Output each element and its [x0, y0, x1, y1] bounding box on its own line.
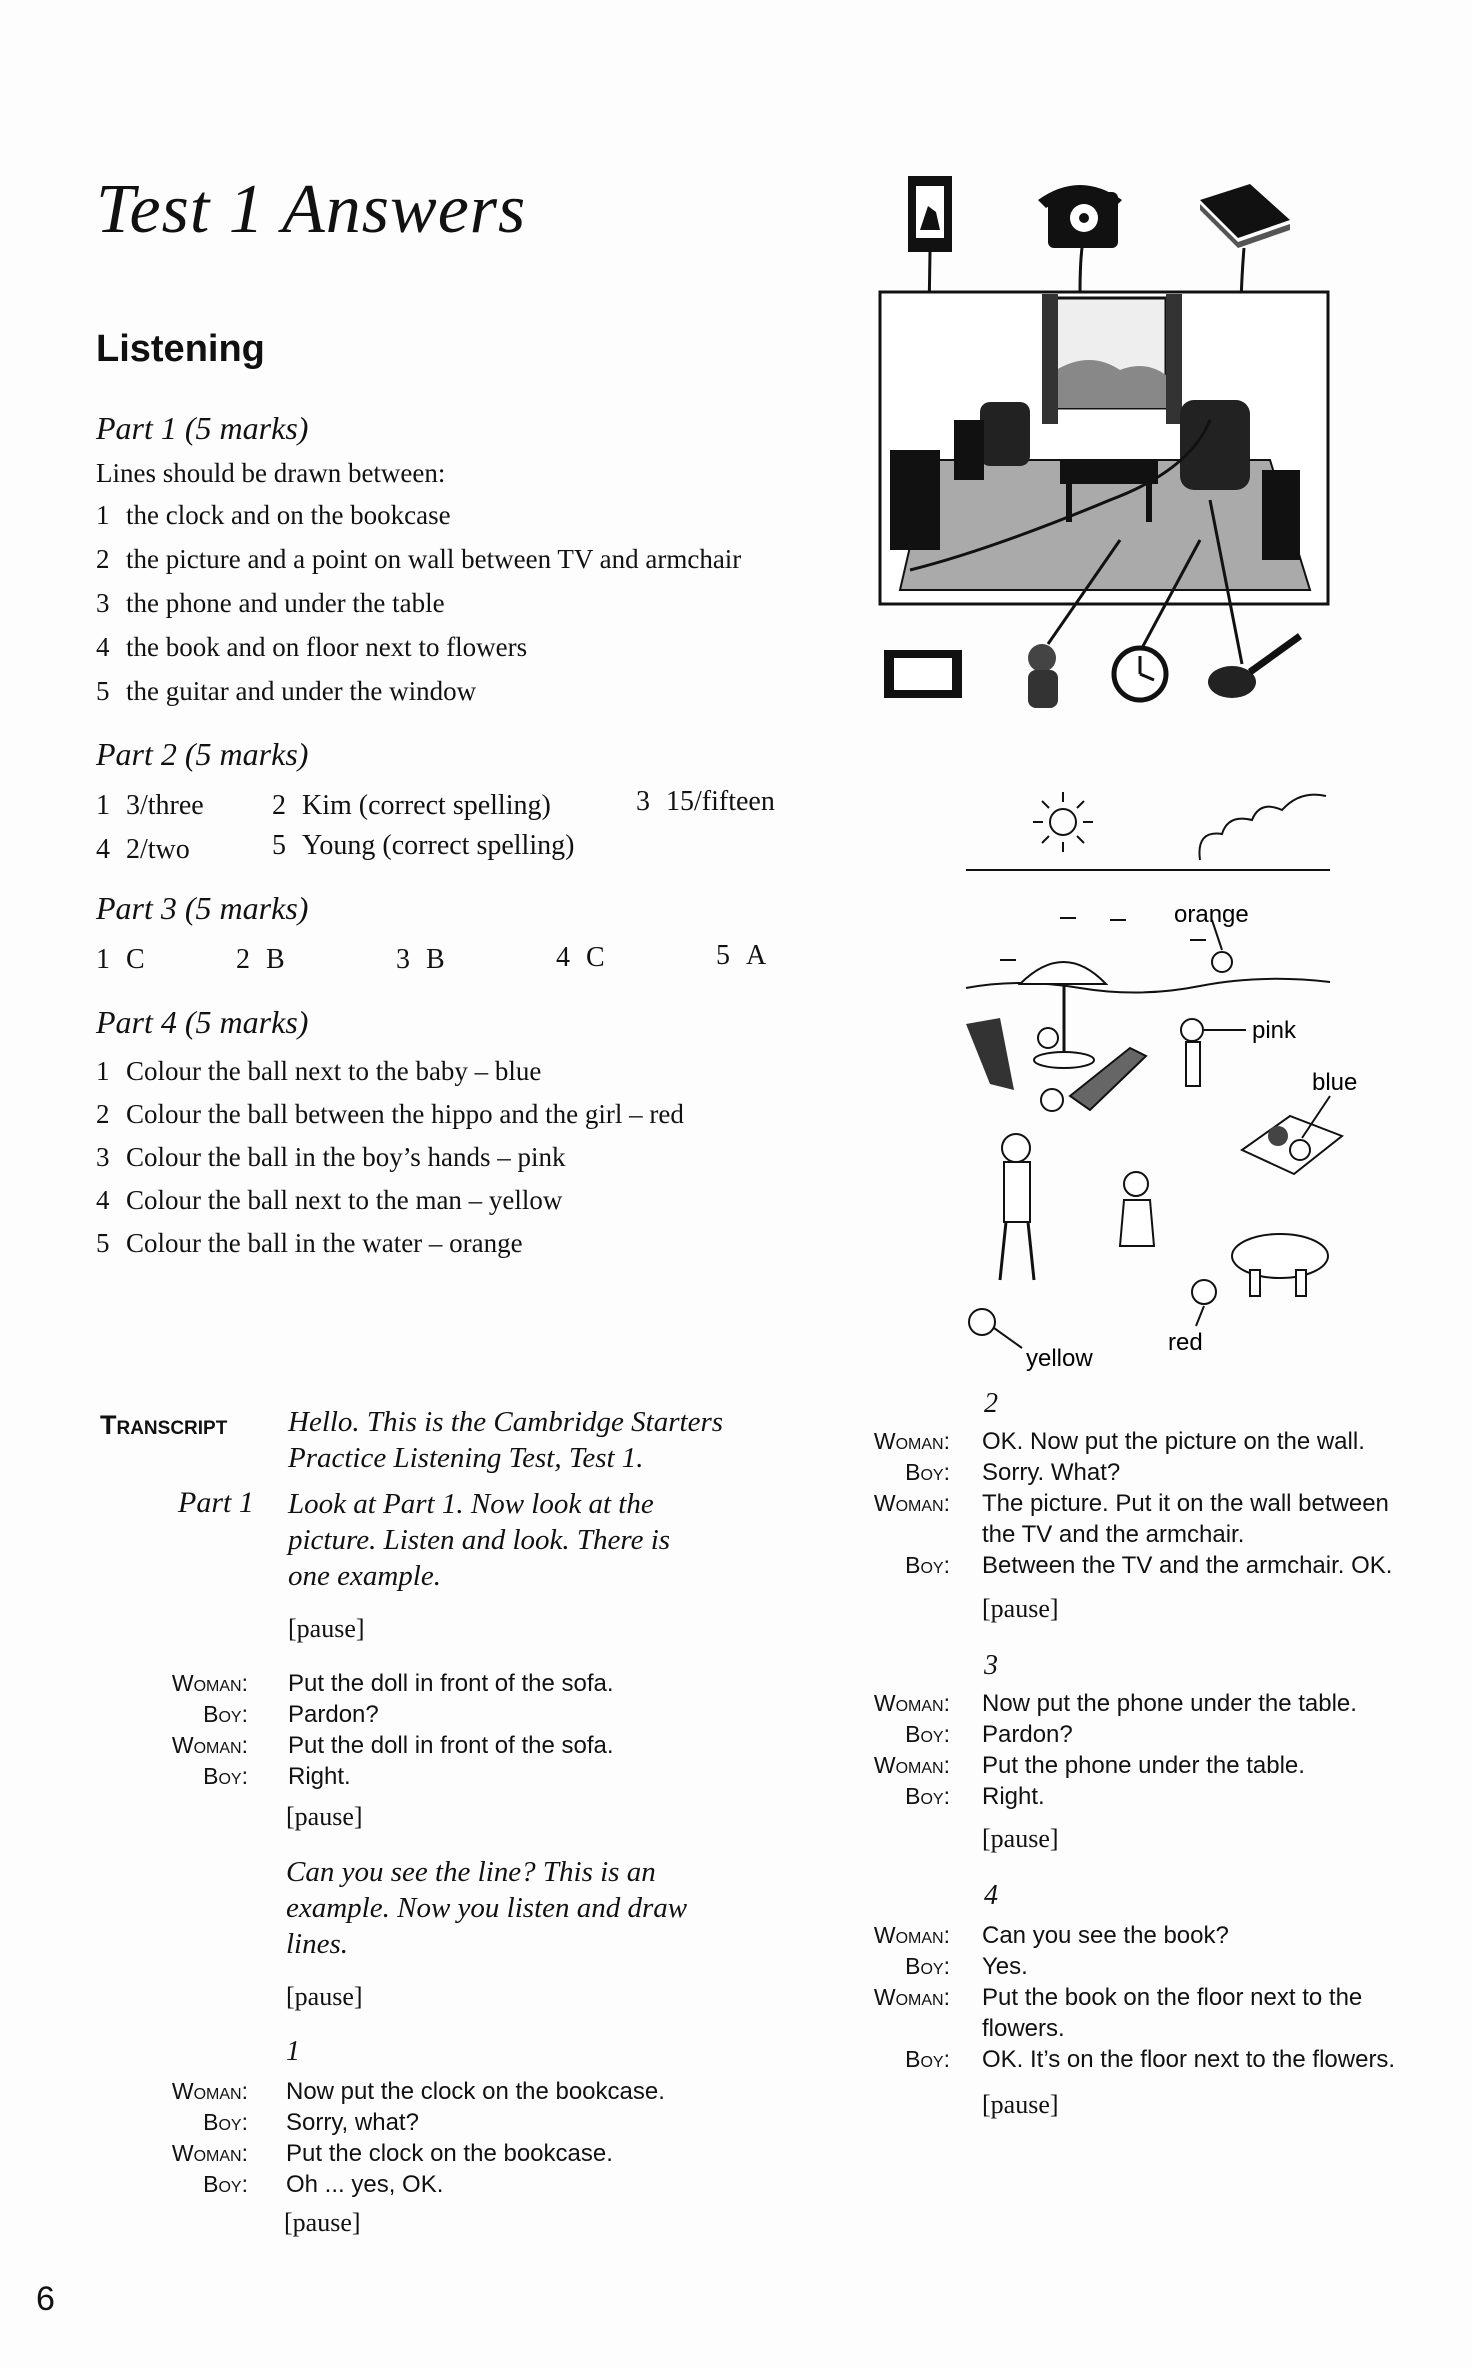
speaker-label: Woman: [873, 1490, 950, 1516]
framed-picture-icon [908, 176, 952, 252]
dialogue-line: Now put the phone under the table. [982, 1690, 1357, 1717]
question-number: 1 [286, 2036, 300, 2067]
dialogue-line: Put the phone under the table. [982, 1752, 1305, 1779]
answer-cell: 5 A [716, 940, 767, 971]
list-item: 2 Colour the ball between the hippo and the girl – red [96, 1099, 684, 1129]
list-item [96, 632, 741, 676]
list-item [96, 500, 741, 544]
list-item: 5 Colour the ball in the water – orange [96, 1228, 523, 1258]
room-illustration [870, 170, 1340, 730]
list-item [96, 544, 741, 588]
part4-list [96, 1056, 684, 1271]
dialogue-line: Put the doll in front of the sofa. [288, 1670, 614, 1697]
dialogue-line: Yes. [982, 1953, 1028, 1980]
cloud-icon [1199, 795, 1326, 860]
telephone-icon [1038, 185, 1122, 248]
dialogue-line: Now put the clock on the bookcase. [286, 2078, 665, 2105]
answer-cell: 5 Young (correct spelling) [272, 830, 575, 861]
list-item [96, 676, 741, 720]
question-number: 3 [984, 1650, 998, 1681]
book-icon [1200, 184, 1290, 248]
dialogue-line: Between the TV and the armchair. OK. [982, 1552, 1393, 1579]
instruction-text: Can you see the line? This is an example. Now you listen and draw lines. [286, 1856, 688, 1960]
dialogue-line: Put the doll in front of the sofa. [288, 1732, 614, 1759]
sun-icon [1033, 792, 1093, 852]
answer-cell: 1 C [96, 944, 145, 975]
dialogue-line: OK. Now put the picture on the wall. [982, 1428, 1365, 1455]
item-text: the guitar and under the window [126, 676, 477, 706]
speaker-label: Woman: [873, 1984, 950, 2010]
part4-heading: Part 4 (5 marks) [96, 1004, 309, 1040]
speaker-label: Boy: [905, 1459, 950, 1485]
question-number: 4 [984, 1880, 998, 1911]
speaker-label: Boy: [203, 2171, 248, 2197]
dialogue-line: OK. It’s on the floor next to the flowers. [982, 2046, 1396, 2073]
clock-icon [1114, 648, 1166, 700]
dialogue-line: Pardon? [288, 1701, 379, 1728]
item-number: 2 [96, 544, 110, 574]
pause-marker: [pause] [286, 1982, 363, 2011]
answer-cell: 2 B [236, 944, 285, 975]
speaker-label: Woman: [171, 2078, 248, 2104]
label-red: red [1168, 1329, 1203, 1356]
rug-icon [884, 650, 962, 698]
dialogue-line: flowers. [982, 2015, 1065, 2042]
label-yellow: yellow [1026, 1345, 1093, 1372]
speaker-label: Boy: [203, 1701, 248, 1727]
guitar-icon [1208, 636, 1300, 698]
speaker-label: Woman: [873, 1428, 950, 1454]
pause-marker: [pause] [982, 1824, 1059, 1853]
answer-cell: 1 3/three [96, 790, 204, 821]
dialogue-line: Oh ... yes, OK. [286, 2171, 444, 2198]
speaker-label: Woman: [171, 2140, 248, 2166]
list-item: 4 Colour the ball next to the man – yellow [96, 1185, 563, 1215]
beach-illustration [960, 770, 1360, 1390]
item-number: 5 [96, 676, 110, 706]
dialogue-line: The picture. Put it on the wall between [982, 1490, 1389, 1517]
hippo-icon [1232, 1234, 1328, 1296]
item-number: 3 [96, 588, 110, 618]
part1-heading: Part 1 (5 marks) [96, 410, 309, 446]
transcript-label: Transcript [100, 1410, 228, 1440]
speaker-label: Woman: [171, 1670, 248, 1696]
speaker-label: Boy: [905, 2046, 950, 2072]
answer-cell: 3 15/fifteen [636, 786, 775, 817]
dialogue-line: Right. [982, 1783, 1045, 1810]
page-number: 6 [36, 2280, 55, 2318]
transcript-intro: Hello. This is the Cambridge Starters Practice Listening Test, Test 1. [288, 1406, 724, 1474]
answer-cell: 4 C [556, 942, 605, 973]
dialogue-line: Sorry. What? [982, 1459, 1121, 1486]
speaker-label: Boy: [905, 1953, 950, 1979]
list-item [96, 588, 741, 632]
part3-heading: Part 3 (5 marks) [96, 890, 309, 926]
list-item: 1 Colour the ball next to the baby – blue [96, 1056, 542, 1086]
speaker-label: Boy: [203, 1763, 248, 1789]
dialogue-line: Can you see the book? [982, 1922, 1229, 1949]
section-heading: Listening [96, 328, 265, 370]
item-text: the book and on floor next to flowers [126, 632, 528, 662]
dialogue-line: Put the book on the floor next to the [982, 1984, 1363, 2011]
dialogue-line: Pardon? [982, 1721, 1073, 1748]
speaker-label: Boy: [905, 1783, 950, 1809]
part1-intro: Lines should be drawn between: [96, 458, 446, 488]
item-text: the picture and a point on wall between TV and armchair [126, 544, 742, 574]
speaker-label: Woman: [873, 1752, 950, 1778]
part2-heading: Part 2 (5 marks) [96, 736, 309, 772]
item-text: the phone and under the table [126, 588, 445, 618]
dialogue-line: the TV and the armchair. [982, 1521, 1245, 1548]
pause-marker: [pause] [288, 1614, 365, 1643]
transcript-part-label: Part 1 [178, 1486, 254, 1519]
answer-cell: 2 Kim (correct spelling) [272, 790, 551, 821]
dialogue-line: Right. [288, 1763, 351, 1790]
part-intro: Look at Part 1. Now look at the picture. Listen and look. There is one example. [288, 1488, 671, 1592]
label-pink: pink [1252, 1017, 1297, 1044]
list-item: 3 Colour the ball in the boy’s hands – pink [96, 1142, 566, 1172]
speaker-label: Woman: [873, 1922, 950, 1948]
page-title: Test 1 Answers [96, 171, 527, 248]
answer-cell: 3 B [396, 944, 445, 975]
pause-marker: [pause] [982, 2090, 1059, 2119]
question-number: 2 [984, 1388, 998, 1419]
speaker-label: Woman: [171, 1732, 248, 1758]
pause-marker: [pause] [982, 1594, 1059, 1623]
speaker-label: Woman: [873, 1690, 950, 1716]
speaker-label: Boy: [905, 1721, 950, 1747]
dialogue-line: Sorry, what? [286, 2109, 419, 2136]
label-orange: orange [1174, 901, 1249, 928]
item-number: 4 [96, 632, 110, 662]
item-number: 1 [96, 500, 110, 530]
item-text: the clock and on the bookcase [126, 500, 451, 530]
doll-icon [1028, 644, 1058, 708]
speaker-label: Boy: [203, 2109, 248, 2135]
part1-list [96, 500, 741, 720]
speaker-label: Boy: [905, 1552, 950, 1578]
ball-icon [1212, 952, 1232, 972]
pause-marker: [pause] [284, 2208, 361, 2237]
dialogue-line: Put the clock on the bookcase. [286, 2140, 613, 2167]
answer-cell: 4 2/two [96, 834, 190, 865]
pause-marker: [pause] [286, 1802, 363, 1831]
label-blue: blue [1312, 1069, 1358, 1096]
